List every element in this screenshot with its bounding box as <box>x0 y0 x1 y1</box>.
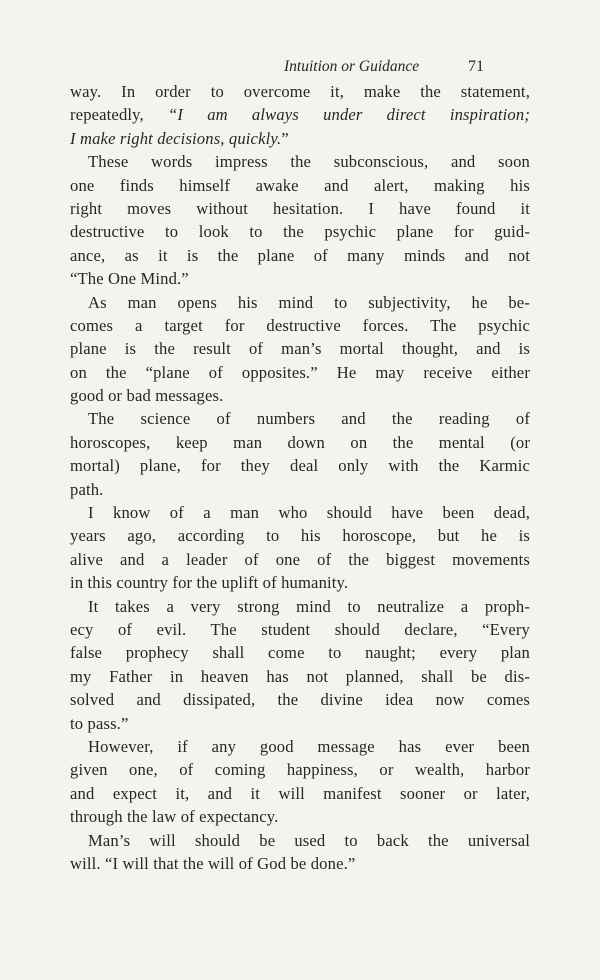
text-line: my Father in heaven has not planned, shall be dis- <box>70 666 530 686</box>
text-line: ecy of evil. The student should declare, “Every <box>70 619 530 639</box>
text-line: and expect it, and it will manifest sooner or later, <box>70 783 530 803</box>
text-line: comes a target for destructive forces. The psychic <box>70 315 530 335</box>
paragraph-first-line: It takes a very strong mind to neutralize a proph- <box>88 596 530 616</box>
text-line: in this country for the uplift of humanity. <box>70 573 349 593</box>
text-line: through the law of expectancy. <box>70 807 279 827</box>
paragraph-first-line: I know of a man who should have been dead, <box>88 503 530 523</box>
text-line: path. <box>70 479 104 499</box>
paragraph-first-line: The science of numbers and the reading of <box>88 409 530 429</box>
italic-quote: I make right decisions, quickly. <box>70 128 282 148</box>
text-line: destructive to look to the psychic plane for guid- <box>70 222 530 242</box>
text-line: will. “I will that the will of God be done.” <box>70 853 356 873</box>
text-line: “The One Mind.” <box>70 269 189 289</box>
text-fragment: repeatedly, <box>70 105 168 125</box>
text-line <box>70 103 530 126</box>
text-line: plane is the result of man’s mortal thought, and is <box>70 339 530 359</box>
text-line: alive and a leader of one of the biggest movements <box>70 549 530 569</box>
text-line: given one, of coming happiness, or wealth, harbor <box>70 760 530 780</box>
running-header <box>0 58 600 82</box>
italic-quote: “I am always under direct inspiration; <box>167 105 530 125</box>
paragraph-first-line: Man’s will should be used to back the universal <box>88 830 530 850</box>
body-text <box>70 80 530 875</box>
closing-quote: ” <box>281 128 289 148</box>
text-line: way. In order to overcome it, make the statement, <box>70 82 530 101</box>
text-line <box>70 127 530 150</box>
paragraph-first-line: However, if any good message has ever been <box>88 736 530 756</box>
text-line: horoscopes, keep man down on the mental (or <box>70 432 530 452</box>
paragraph-first-line: As man opens his mind to subjectivity, he be- <box>88 292 530 312</box>
text-line: to pass.” <box>70 713 129 733</box>
text-line: ance, as it is the plane of many minds and not <box>70 245 530 265</box>
running-title: Intuition or Guidance <box>284 58 420 75</box>
text-line: good or bad messages. <box>70 386 224 406</box>
text-line: false prophecy shall come to naught; every plan <box>70 643 530 663</box>
paragraph-first-line: These words impress the subconscious, and soon <box>88 152 530 172</box>
text-line: on the “plane of opposites.” He may receive either <box>70 362 530 382</box>
text-line: one finds himself awake and alert, making his <box>70 175 530 195</box>
text-line: solved and dissipated, the divine idea now comes <box>70 690 530 710</box>
text-line: years ago, according to his horoscope, but he is <box>70 526 530 546</box>
text-line: right moves without hesitation. I have found it <box>70 198 530 218</box>
text-line: mortal) plane, for they deal only with the Karmic <box>70 456 530 476</box>
page-number: 71 <box>468 58 484 75</box>
